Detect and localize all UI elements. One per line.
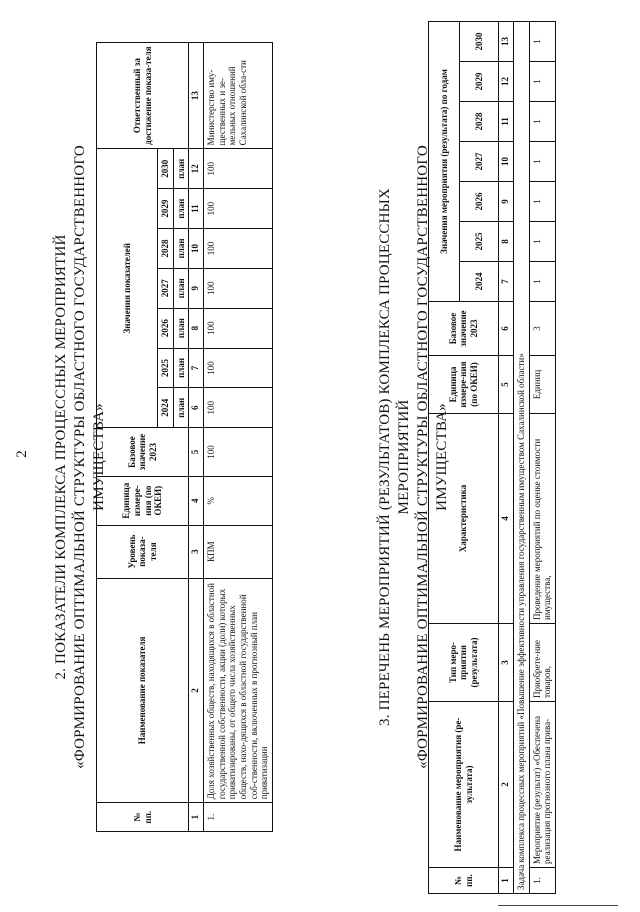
- plan-label: план: [173, 268, 189, 308]
- header-unit: Единица измере-ния (по ОКЕИ): [97, 476, 189, 525]
- column-index: 9: [499, 182, 514, 222]
- section2-title-line1: 2. ПОКАЗАТЕЛИ КОМПЛЕКСА ПРОЦЕССНЫХ МЕРОПРИЯТИЙ: [53, 234, 69, 680]
- value-2028: 100: [204, 229, 273, 269]
- indicator-name: Доля хозяйственных обществ, находящихся в областной государственной собственности, акции (доли) которых приватизированы, от общего числа хозяйственных обществ, нахо-дящихся в областной государственной соб-ственности, включенных в прогнозный план приватизации: [204, 578, 273, 803]
- column-index: 13: [499, 21, 514, 61]
- activities-table: [428, 21, 556, 894]
- value-2028: 1: [529, 102, 555, 142]
- column-index: 3: [499, 624, 514, 702]
- value-2030: 1: [529, 21, 555, 61]
- header-num: № пп.: [97, 803, 189, 832]
- activity-base: 3: [529, 302, 555, 356]
- page-edge-line: [498, 905, 618, 906]
- year-2027: 2027: [460, 142, 499, 182]
- column-index: 9: [189, 268, 204, 308]
- header-values-by-year: Значения мероприятия (результата) по годам: [429, 21, 460, 301]
- year-2029: 2029: [158, 189, 174, 229]
- indicator-level: КПМ: [204, 525, 273, 578]
- column-index: 7: [189, 348, 204, 388]
- column-index: 2: [499, 702, 514, 868]
- year-2024: 2024: [460, 262, 499, 302]
- header-level: Уровень показа-теля: [97, 525, 189, 578]
- row-num: 1.: [529, 868, 555, 894]
- column-index: 12: [189, 149, 204, 189]
- year-2026: 2026: [460, 182, 499, 222]
- column-index-row: [189, 43, 204, 832]
- header-activity-type: Тип меро-приятия (результата): [429, 624, 499, 702]
- indicator-unit: %: [204, 476, 273, 525]
- column-index: 4: [499, 414, 514, 624]
- plan-label: план: [173, 189, 189, 229]
- column-index: 3: [189, 525, 204, 578]
- activity-unit: Единиц: [529, 356, 555, 414]
- column-index: 13: [189, 43, 204, 149]
- value-2026: 100: [204, 308, 273, 348]
- value-2025: 100: [204, 348, 273, 388]
- indicator-responsible: Министерство иму-щественных и зе-мельных отношений Сахалинской обла-сти: [204, 43, 273, 149]
- year-2026: 2026: [158, 308, 174, 348]
- header-characteristic: Характеристика: [429, 414, 499, 624]
- column-index: 8: [499, 222, 514, 262]
- column-index: 5: [499, 356, 514, 414]
- activity-characteristic: Проведение мероприятий по оценке стоимости имущества,: [529, 414, 555, 624]
- column-index: 1: [189, 803, 204, 832]
- plan-label: план: [173, 348, 189, 388]
- year-2030: 2030: [158, 149, 174, 189]
- header-responsible: Ответственный за достижение показа-теля: [97, 43, 189, 149]
- section2-title-line2: «ФОРМИРОВАНИЕ ОПТИМАЛЬНОЙ СТРУКТУРЫ ОБЛАСТНОГО ГОСУДАРСТВЕННОГО ИМУЩЕСТВА»: [72, 145, 107, 769]
- column-index: 4: [189, 476, 204, 525]
- plan-label: план: [173, 388, 189, 428]
- column-index: 6: [189, 388, 204, 428]
- value-2027: 1: [529, 142, 555, 182]
- activity-type: Приобрете-ние товаров,: [529, 624, 555, 702]
- header-base: Базовое значение 2023: [429, 302, 499, 356]
- column-index: 11: [499, 102, 514, 142]
- plan-label: план: [173, 229, 189, 269]
- value-2030: 100: [204, 149, 273, 189]
- column-index: 2: [189, 578, 204, 803]
- column-index: 7: [499, 262, 514, 302]
- section3-title-line2: «ФОРМИРОВАНИЕ ОПТИМАЛЬНОЙ СТРУКТУРЫ ОБЛАСТНОГО ГОСУДАРСТВЕННОГО ИМУЩЕСТВА»: [415, 145, 450, 769]
- column-index: 12: [499, 62, 514, 102]
- header-unit: Единица измере-ния (по ОКЕИ): [429, 356, 499, 414]
- year-2027: 2027: [158, 268, 174, 308]
- task-text: Задача комплекса процессных мероприятий «Повышение эффективности управления государственным имуществом Сахалинской области»: [514, 21, 530, 893]
- value-2024: 1: [529, 262, 555, 302]
- section3-title-line1: 3. ПЕРЕЧЕНЬ МЕРОПРИЯТИЙ (РЕЗУЛЬТАТОВ) КОМПЛЕКСА ПРОЦЕССНЫХ МЕРОПРИЯТИЙ: [377, 188, 412, 726]
- year-2028: 2028: [158, 229, 174, 269]
- column-index: 11: [189, 189, 204, 229]
- plan-label: план: [173, 308, 189, 348]
- activity-name: Мероприятие (результат) «Обеспечена реализация прогнозного плана прива-: [529, 702, 555, 868]
- header-indicator-name: Наименование показателя: [97, 578, 189, 803]
- column-index-row: [499, 21, 514, 893]
- year-2030: 2030: [460, 21, 499, 61]
- value-2029: 100: [204, 189, 273, 229]
- column-index: 5: [189, 428, 204, 477]
- column-index: 1: [499, 868, 514, 894]
- value-2024: 100: [204, 388, 273, 428]
- table-row: [204, 43, 273, 832]
- row-num: 1.: [204, 803, 273, 832]
- column-index: 10: [189, 229, 204, 269]
- year-2028: 2028: [460, 102, 499, 142]
- year-2025: 2025: [158, 348, 174, 388]
- task-row: [514, 21, 530, 893]
- table-row: [529, 21, 555, 893]
- header-num: № пп.: [429, 868, 499, 894]
- indicators-table: [96, 42, 273, 832]
- header-activity-name: Наименование мероприятия (ре-зультата): [429, 702, 499, 868]
- year-2024: 2024: [158, 388, 174, 428]
- value-2025: 1: [529, 222, 555, 262]
- column-index: 6: [499, 302, 514, 356]
- page-number: 2: [14, 450, 30, 458]
- indicator-base: 100: [204, 428, 273, 477]
- header-base: Базовое значение 2023: [97, 428, 189, 477]
- header-values: Значения показателей: [97, 149, 158, 428]
- year-2025: 2025: [460, 222, 499, 262]
- value-2026: 1: [529, 182, 555, 222]
- value-2027: 100: [204, 268, 273, 308]
- value-2029: 1: [529, 62, 555, 102]
- plan-label: план: [173, 149, 189, 189]
- column-index: 8: [189, 308, 204, 348]
- year-2029: 2029: [460, 62, 499, 102]
- column-index: 10: [499, 142, 514, 182]
